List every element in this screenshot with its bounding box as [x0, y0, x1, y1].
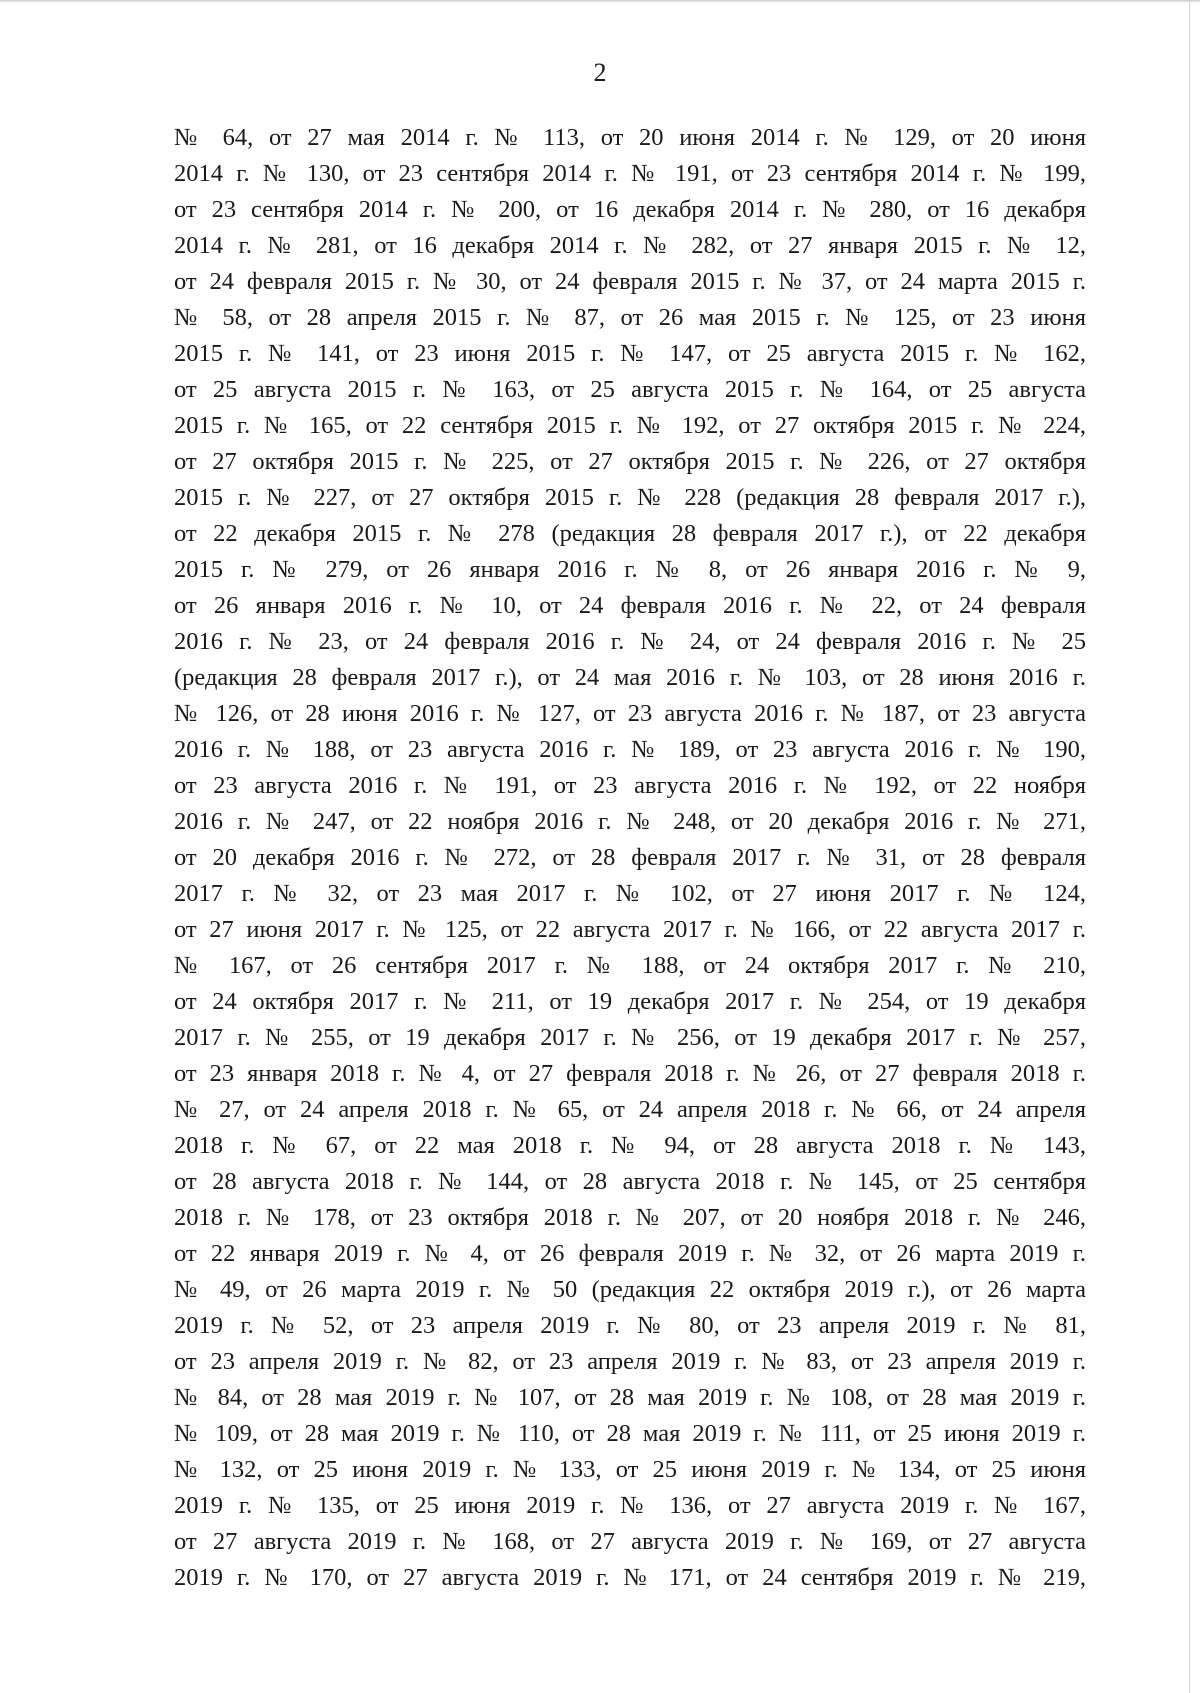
text-line: (редакция 28 февраля 2017 г.), от 24 мая 2016 г. № 103, от 28 июня 2016 г. [174, 664, 1086, 691]
text-line: 2016 г. № 23, от 24 февраля 2016 г. № 24, от 24 февраля 2016 г. № 25 [174, 628, 1086, 655]
text-line: 2019 г. № 52, от 23 апреля 2019 г. № 80, от 23 апреля 2019 г. № 81, [174, 1312, 1086, 1339]
text-line: от 20 декабря 2016 г. № 272, от 28 февраля 2017 г. № 31, от 28 февраля [174, 844, 1086, 871]
text-line: 2015 г. № 141, от 23 июня 2015 г. № 147, от 25 августа 2015 г. № 162, [174, 340, 1086, 367]
text-line: от 25 августа 2015 г. № 163, от 25 августа 2015 г. № 164, от 25 августа [174, 376, 1086, 403]
text-line: 2014 г. № 281, от 16 декабря 2014 г. № 282, от 27 января 2015 г. № 12, [174, 232, 1086, 259]
text-line: № 58, от 28 апреля 2015 г. № 87, от 26 мая 2015 г. № 125, от 23 июня [174, 304, 1086, 331]
text-line: 2014 г. № 130, от 23 сентября 2014 г. № 191, от 23 сентября 2014 г. № 199, [174, 160, 1086, 187]
text-line: от 24 октября 2017 г. № 211, от 19 декабря 2017 г. № 254, от 19 декабря [174, 988, 1086, 1015]
text-line: 2016 г. № 188, от 23 августа 2016 г. № 189, от 23 августа 2016 г. № 190, [174, 736, 1086, 763]
text-line: № 27, от 24 апреля 2018 г. № 65, от 24 апреля 2018 г. № 66, от 24 апреля [174, 1096, 1086, 1123]
text-line: 2015 г. № 279, от 26 января 2016 г. № 8, от 26 января 2016 г. № 9, [174, 556, 1086, 583]
text-line: № 84, от 28 мая 2019 г. № 107, от 28 мая 2019 г. № 108, от 28 мая 2019 г. [174, 1384, 1086, 1411]
text-line: от 22 января 2019 г. № 4, от 26 февраля 2019 г. № 32, от 26 марта 2019 г. [174, 1240, 1086, 1267]
text-line: № 49, от 26 марта 2019 г. № 50 (редакция 22 октября 2019 г.), от 26 марта [174, 1276, 1086, 1303]
text-line: 2019 г. № 135, от 25 июня 2019 г. № 136, от 27 августа 2019 г. № 167, [174, 1492, 1086, 1519]
text-line: от 27 июня 2017 г. № 125, от 22 августа 2017 г. № 166, от 22 августа 2017 г. [174, 916, 1086, 943]
body-paragraph [174, 120, 1086, 1596]
text-line: 2015 г. № 227, от 27 октября 2015 г. № 228 (редакция 28 февраля 2017 г.), [174, 484, 1086, 511]
text-line: от 23 апреля 2019 г. № 82, от 23 апреля 2019 г. № 83, от 23 апреля 2019 г. [174, 1348, 1086, 1375]
text-line: от 23 августа 2016 г. № 191, от 23 августа 2016 г. № 192, от 22 ноября [174, 772, 1086, 799]
text-line: № 109, от 28 мая 2019 г. № 110, от 28 мая 2019 г. № 111, от 25 июня 2019 г. [174, 1420, 1086, 1447]
text-line: от 27 октября 2015 г. № 225, от 27 октября 2015 г. № 226, от 27 октября [174, 448, 1086, 475]
text-line: 2019 г. № 170, от 27 августа 2019 г. № 171, от 24 сентября 2019 г. № 219, [174, 1564, 1086, 1591]
text-line: от 26 января 2016 г. № 10, от 24 февраля 2016 г. № 22, от 24 февраля [174, 592, 1086, 619]
text-line: № 132, от 25 июня 2019 г. № 133, от 25 июня 2019 г. № 134, от 25 июня [174, 1456, 1086, 1483]
text-line: № 167, от 26 сентября 2017 г. № 188, от 24 октября 2017 г. № 210, [174, 952, 1086, 979]
text-line: от 27 августа 2019 г. № 168, от 27 августа 2019 г. № 169, от 27 августа [174, 1528, 1086, 1555]
text-line: 2018 г. № 67, от 22 мая 2018 г. № 94, от 28 августа 2018 г. № 143, [174, 1132, 1086, 1159]
text-line: 2017 г. № 255, от 19 декабря 2017 г. № 256, от 19 декабря 2017 г. № 257, [174, 1024, 1086, 1051]
text-line: № 126, от 28 июня 2016 г. № 127, от 23 августа 2016 г. № 187, от 23 августа [174, 700, 1086, 727]
text-line: 2016 г. № 247, от 22 ноября 2016 г. № 248, от 20 декабря 2016 г. № 271, [174, 808, 1086, 835]
text-line: от 22 декабря 2015 г. № 278 (редакция 28 февраля 2017 г.), от 22 декабря [174, 520, 1086, 547]
text-line: 2017 г. № 32, от 23 мая 2017 г. № 102, от 27 июня 2017 г. № 124, [174, 880, 1086, 907]
text-line: № 64, от 27 мая 2014 г. № 113, от 20 июня 2014 г. № 129, от 20 июня [174, 124, 1086, 151]
text-line: 2018 г. № 178, от 23 октября 2018 г. № 207, от 20 ноября 2018 г. № 246, [174, 1204, 1086, 1231]
text-line: от 23 сентября 2014 г. № 200, от 16 декабря 2014 г. № 280, от 16 декабря [174, 196, 1086, 223]
text-line: 2015 г. № 165, от 22 сентября 2015 г. № 192, от 27 октября 2015 г. № 224, [174, 412, 1086, 439]
text-line: от 23 января 2018 г. № 4, от 27 февраля 2018 г. № 26, от 27 февраля 2018 г. [174, 1060, 1086, 1087]
scan-top-edge [0, 0, 1200, 3]
page-number: 2 [593, 58, 607, 87]
text-line: от 24 февраля 2015 г. № 30, от 24 февраля 2015 г. № 37, от 24 марта 2015 г. [174, 268, 1086, 295]
scan-right-edge [1189, 0, 1190, 1693]
text-line: от 28 августа 2018 г. № 144, от 28 августа 2018 г. № 145, от 25 сентября [174, 1168, 1086, 1195]
